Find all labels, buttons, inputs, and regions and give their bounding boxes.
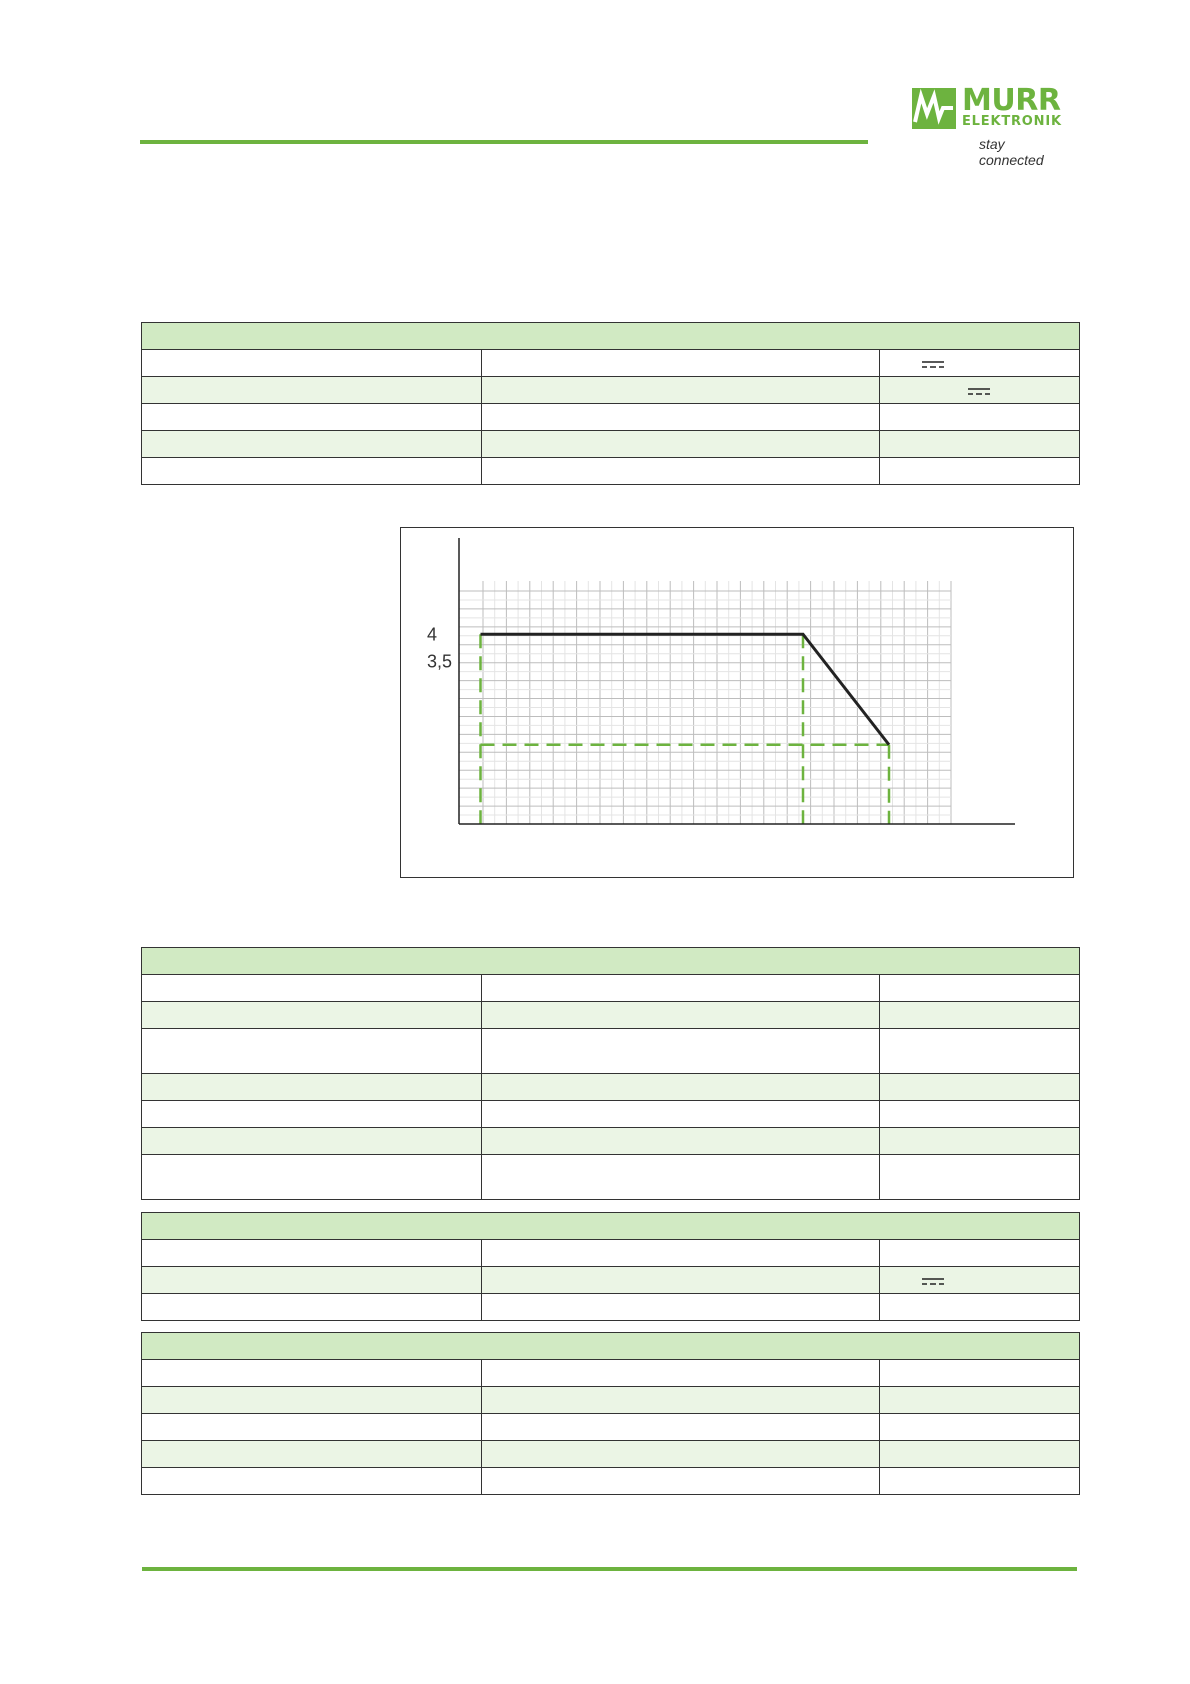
derating-chart-svg [401, 528, 1073, 877]
table-row [142, 1002, 1080, 1029]
spec-table-4 [141, 1332, 1080, 1495]
derating-chart [400, 527, 1074, 878]
table-header [142, 323, 1080, 350]
spec-table-2 [141, 947, 1080, 1200]
y-tick-label: 4 [427, 624, 438, 645]
table-row [142, 1240, 1080, 1267]
logo-mark-icon [912, 88, 956, 129]
spec-table-3 [141, 1212, 1080, 1321]
table-row [142, 458, 1080, 485]
header-rule [140, 140, 868, 144]
dc-current-symbol-icon [968, 388, 990, 395]
table-row [142, 1074, 1080, 1101]
table-row [142, 1101, 1080, 1128]
table-row [142, 404, 1080, 431]
table-row [142, 1468, 1080, 1495]
table-row [142, 1128, 1080, 1155]
table-row [142, 1029, 1080, 1074]
table-row [142, 1294, 1080, 1321]
table-row [142, 350, 1080, 377]
table-row [142, 431, 1080, 458]
spec-table-1 [141, 322, 1080, 485]
table-row [142, 1267, 1080, 1294]
dc-current-symbol-icon [922, 361, 944, 368]
y-tick-label: 3,5 [427, 651, 453, 672]
table-header [142, 948, 1080, 975]
table-row [142, 377, 1080, 404]
logo-tagline: stay connected [979, 136, 1044, 168]
table-row [142, 975, 1080, 1002]
table-row [142, 1441, 1080, 1468]
table-row [142, 1414, 1080, 1441]
table-row [142, 1387, 1080, 1414]
logo-word-murr: MURR [962, 83, 1061, 118]
footer-rule [142, 1567, 1077, 1571]
table-row [142, 1155, 1080, 1200]
murr-elektronik-logo [912, 83, 1072, 168]
table-header [142, 1333, 1080, 1360]
logo-word-elektronik: ELEKTRONIK [962, 114, 1062, 129]
table-header [142, 1213, 1080, 1240]
table-row [142, 1360, 1080, 1387]
dc-current-symbol-icon [922, 1278, 944, 1285]
